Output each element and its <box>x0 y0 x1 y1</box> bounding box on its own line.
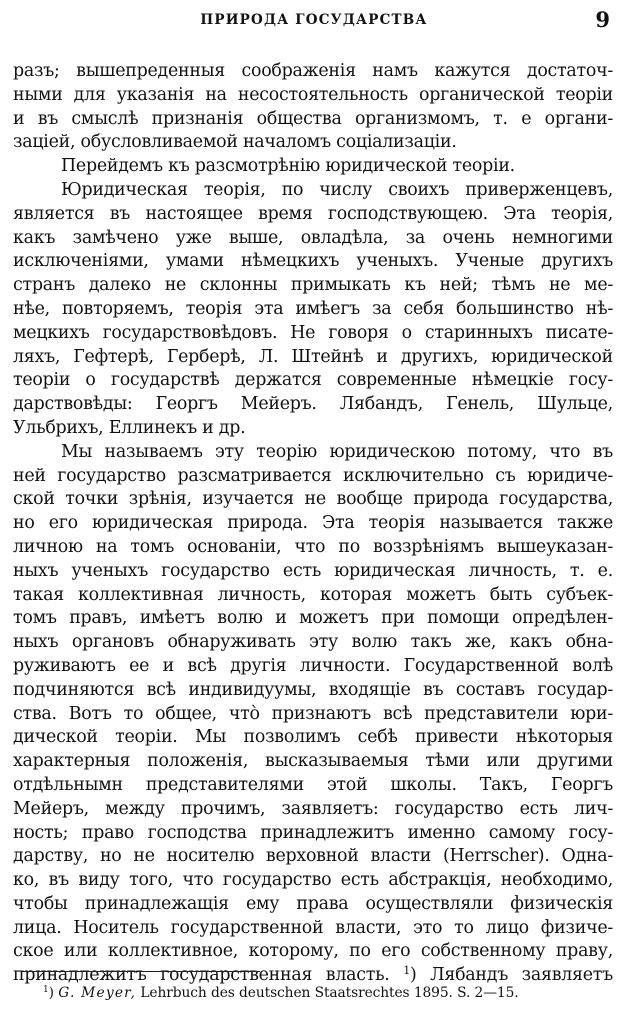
running-title: ПРИРОДА ГОСУДАРСТВА <box>200 12 428 28</box>
text-line: теоріи о государствѣ держатся современные нѣмецкіе госу- <box>13 370 613 391</box>
text-line: разъ; вышепреденныя соображенія намъ кажутся достаточ- <box>13 61 613 81</box>
page-number: 9 <box>595 7 610 32</box>
text-line: личною на томъ основаніи, что по воззрѣніямъ вышеуказан- <box>13 536 613 557</box>
text-line: чтобы принадлежащія ему права осуществляли физическія <box>13 893 613 914</box>
text-line: но его юридическая природа. Эта теорія называется также <box>13 513 613 534</box>
text-segment: принадлежитъ государственная власть. <box>13 965 390 986</box>
text-line: ность; право господства принадлежитъ именно самому госу- <box>13 822 613 843</box>
text-line: ней государство разсматривается исключительно съ юридиче- <box>13 465 613 486</box>
text-line: мецкихъ государствовѣдовъ. Не говоря о старинныхъ писате- <box>13 322 613 343</box>
text-line: дарству, но не носителю верховной власти (Herrscher). Одна- <box>13 846 613 867</box>
text-line: такая коллективная личность, которая можетъ быть субъек- <box>13 584 613 605</box>
footnote-citation: Lehrbuch des deutschen Staatsrechtes 1895. S. 2—15. <box>140 985 519 1001</box>
text-line: Ульбрихъ, Еллинекъ и др. <box>13 417 246 438</box>
text-line: томъ правъ, имѣетъ волю и можетъ при помощи опредѣлен- <box>13 608 613 629</box>
text-line: Мейеръ, между прочимъ, заявляетъ: государство есть лич- <box>13 798 613 819</box>
footnote-author: G. Meyer, <box>58 985 137 1001</box>
text-line: дарствовѣды: Георгъ Мейеръ. Лябандъ, Генель, Шульце, <box>13 394 613 415</box>
paragraph-start-line: Мы называемъ эту теорію юридическою потому, что въ <box>61 441 613 462</box>
text-line: ляхъ, Гефтерѣ, Герберѣ, Л. Штейнѣ и другихъ, юридической <box>13 346 613 367</box>
text-line: лица. Носитель государственной власти, это то лицо физиче- <box>13 917 613 938</box>
text-line: какъ замѣчено уже выше, овладѣла, за очень немногими <box>13 227 613 248</box>
footnote-reference[interactable]: 1 <box>403 964 410 978</box>
footnote-divider <box>22 971 260 972</box>
text-line: ныхъ органовъ обнаруживать эту волю такъ же, какъ обна- <box>13 632 613 653</box>
text-line: является въ настоящее время господствующею. Эта теорія, <box>13 203 613 224</box>
text-line: отдѣльнымн представителями этой школы. Такъ, Георгъ <box>13 774 613 795</box>
footnote-marker-paren: ) <box>48 985 54 1001</box>
text-line: нѣе, повторяемъ, теорія эта имѣегъ за себя большинство нѣ- <box>13 298 613 319</box>
text-line: ства. Вотъ то общее, что̀ признаютъ всѣ представители юри- <box>13 703 613 724</box>
running-head <box>0 7 628 36</box>
text-line: подчиняются всѣ индивидуумы, входящіе въ составъ государ- <box>13 679 613 700</box>
text-line: дической теоріи. Мы позволимъ себѣ привести нѣкоторыя <box>13 727 613 748</box>
text-line: исключеніями, умами нѣмецкихъ ученыхъ. Ученые другихъ <box>13 251 613 272</box>
text-line: и въ смыслѣ признанія общества организмомъ, т. е органи- <box>13 108 613 129</box>
text-line: руживаютъ ее и всѣ другія личности. Государственной волѣ <box>13 655 613 676</box>
text-segment: ) Лябандъ заявляетъ <box>409 965 613 986</box>
body-text <box>13 60 613 988</box>
footnote <box>43 985 519 1001</box>
text-line: характерныя положенія, высказываемыя тѣми или другими <box>13 751 613 772</box>
paragraph-start-line: Перейдемъ къ разсмотрѣнію юридической теоріи. <box>61 156 515 177</box>
text-line: ными для указанія на несостоятельность органической теоріи <box>13 84 613 105</box>
text-line: ко, въ виду того, что государство есть абстракція, необходимо, <box>13 870 613 891</box>
paragraph-start-line: Юридическая теорія, по числу своихъ приверженцевъ, <box>61 179 613 200</box>
text-line: заціей, обусловливаемой началомъ соціализаціи. <box>13 132 457 153</box>
text-line: ское или коллективное, которому, по его собственному праву, <box>13 941 613 962</box>
text-line: странъ далеко не склонны примыкать къ ней; тѣмъ не ме- <box>13 275 613 296</box>
footnote-marker: 1 <box>43 985 49 995</box>
text-line: ской точки зрѣнія, изучается не вообще природа государства, <box>13 489 613 510</box>
text-line: ныхъ ученыхъ государство есть юридическая личность, т. е. <box>13 560 613 581</box>
